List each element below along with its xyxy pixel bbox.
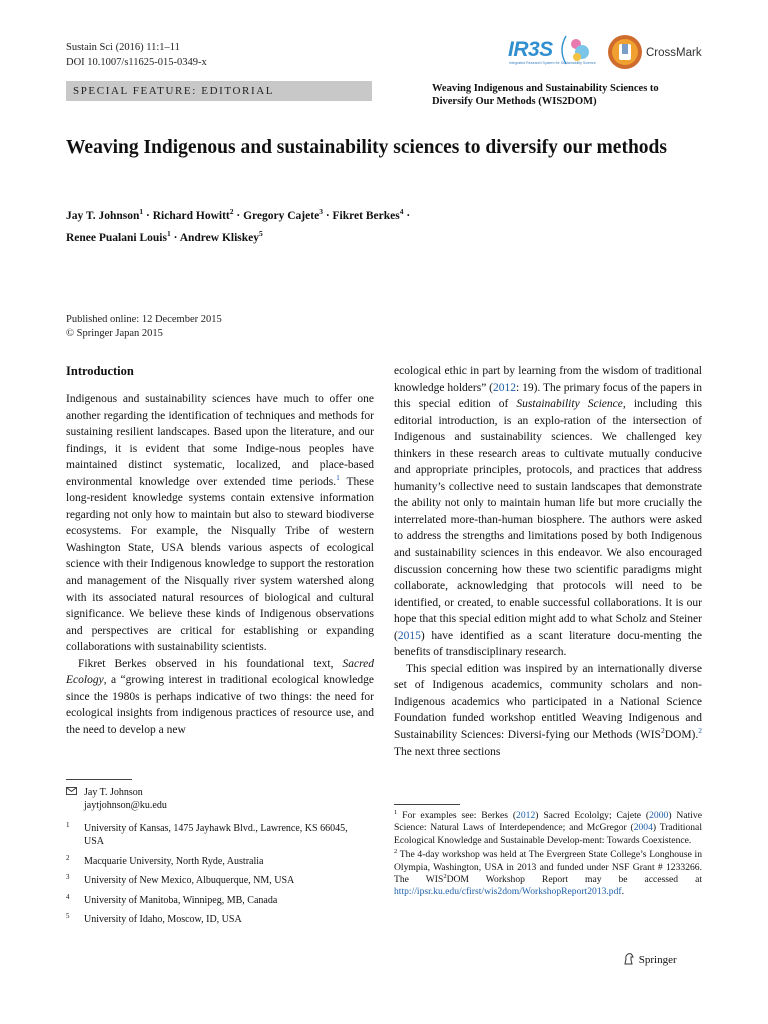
author-line-2 [66, 225, 686, 247]
affiliation [66, 874, 366, 887]
body-text: The next three sections [394, 745, 501, 758]
body-paragraph [394, 661, 702, 760]
header-logos [506, 30, 706, 78]
affiliation [66, 913, 366, 926]
crossmark-ribbon-icon [622, 44, 628, 54]
author-separator: · [325, 209, 330, 222]
body-text: : 19). The primary focus of the papers in this special edition of [394, 381, 702, 411]
ir3s-logo-text: IR3S [508, 38, 553, 61]
body-text: Fikret Berkes observed in his foundational text, [78, 657, 343, 670]
springer-horse-icon [622, 952, 636, 966]
section-heading: Introduction [66, 364, 134, 378]
author-separator: · [236, 209, 241, 222]
author-name[interactable]: Andrew Kliskey [179, 231, 260, 244]
book-title: Sacred Ecology [66, 657, 374, 687]
affiliation-text: University of Idaho, Moscow, ID, USA [84, 914, 242, 925]
citation-link[interactable]: 2012 [516, 810, 536, 821]
body-column-right [394, 363, 702, 760]
body-text: This special edition was inspired by an internationally diverse set of Indigenous academics, community scholars and non-Indigenous academics who participated in a National Science Foundation funded workshop entitled Weaving Indigenous and Sustainability Sciences: Diversi-fying our Methods (WIS [394, 662, 702, 742]
affiliation-text: University of New Mexico, Albuquerque, NM, USA [84, 875, 295, 886]
affiliation-number: 3 [66, 873, 70, 881]
affiliation [66, 855, 366, 868]
publisher-name: Springer [638, 954, 677, 966]
crossmark-text: CrossMark [646, 47, 702, 59]
footnote-text: ) Traditional Ecological Knowledge and Sustainable Develop-ment: Towards Coexistence. [394, 822, 702, 846]
affiliation-text: Macquarie University, North Ryde, Australia [84, 855, 264, 867]
copyright: © Springer Japan 2015 [66, 328, 163, 339]
affiliation-number: 5 [66, 912, 70, 920]
author-separator: · [146, 209, 150, 222]
footnote-text: The 4-day workshop was held at The Evergreen State College’s Longhouse in Olympia, Washington, USA in 2013 and funded under NSF Grant # 1233266. The WIS [394, 849, 702, 886]
citation-link[interactable]: 2012 [493, 381, 516, 394]
published-date: Published online: 12 December 2015 [66, 314, 222, 325]
affiliation-number: 1 [66, 821, 70, 829]
footnote-divider [394, 804, 460, 805]
body-text: , a “growing interest in traditional ecological knowledge since the 1980s is perhaps indicative of two things: the need for ecological insights from indigenous practices of resource use, and the need to develop a new [66, 674, 374, 736]
special-feature-title [432, 83, 707, 108]
body-text: Indigenous and sustainability sciences have much to offer one another regarding the identification of techniques and methods for sustaining resilient landscapes. Based upon the literature, and our findings, it is evident that some Indige-nous peoples have maintained distinct systematic, localized, and place-based environmental knowledge over extended time periods. [66, 393, 374, 488]
body-text: , including this editorial introduction, is an explo-ration of the intersection of Indigenous and sustainability sciences. We challenged key thinkers in these research areas to cultivate mutually conducive and appropriate principles, protocols, and practices that address humanity’s collective need to sustain landscapes that demonstrate the ability not only to maintain human life but more crucially the interrelated more-than-human biosphere. The authors were asked to address the strengths and limitations posed by both Indigenous and sustainability sciences in this endeavor. We also encouraged discussion concerning how these two scientific paradigms might collaborate, acknowledging that protocols will need to be identified, or created, to enable successful collaborations. It is our hope that this special edition might add to what Scholz and Steiner ( [394, 398, 702, 642]
body-paragraph [66, 391, 374, 656]
corresponding-author [66, 786, 366, 812]
body-paragraph [66, 656, 374, 739]
body-text: ecological ethic in part by learning from the wisdom of traditional knowledge holders” ( [394, 365, 702, 394]
author-affiliation-mark: 2 [229, 207, 234, 216]
affiliation [66, 894, 366, 907]
ir3s-logo-dot-yellow [573, 53, 581, 61]
publication-info [66, 313, 222, 341]
author-name[interactable]: Jay T. Johnson [66, 209, 140, 222]
superscript: 2 [443, 872, 447, 880]
affiliation-text: University of Kansas, 1475 Jayhawk Blvd., Lawrence, KS 66045, USA [84, 823, 348, 847]
author-affiliation-mark: 4 [399, 207, 404, 216]
footnote [394, 849, 702, 899]
footnote-text: For examples see: Berkes ( [397, 810, 517, 821]
journal-name: Sustainability Science [516, 398, 623, 411]
body-text: ) have identified as a scant literature docu-menting the benefits of transdisciplinary research. [394, 629, 702, 659]
footnote [394, 810, 702, 847]
footnote-text: ) Native Science: Natural Laws of Interdependence; and McGregor ( [394, 810, 702, 834]
author-affiliation-mark: 5 [259, 228, 263, 238]
article-title: Weaving Indigenous and sustainability sciences to diversify our methods [66, 137, 667, 158]
author-name[interactable]: Richard Howitt [152, 209, 230, 222]
footnote-text: . [621, 886, 625, 898]
author-list [66, 203, 686, 247]
citation-link[interactable]: 2000 [649, 810, 669, 821]
article-type-banner: SPECIAL FEATURE: EDITORIAL [66, 81, 372, 101]
author-separator: · [173, 231, 178, 244]
envelope-icon [66, 786, 84, 799]
citation-link[interactable]: 2004 [633, 822, 653, 834]
ir3s-logo-arc [562, 36, 566, 64]
journal-citation: Sustain Sci (2016) 11:1–11 [66, 42, 180, 53]
body-paragraph [394, 363, 702, 661]
author-line-1 [66, 203, 686, 225]
author-affiliation-mark: 1 [139, 207, 144, 216]
workshop-report-link[interactable]: http://ipsr.ku.edu/cfirst/wis2dom/WorkshopReport2013.pdf [394, 886, 622, 898]
affiliation-number: 4 [66, 892, 70, 901]
superscript: 2 [660, 726, 665, 736]
special-feature-title-line2: Diversify Our Methods (WIS2DOM) [432, 95, 597, 107]
special-feature-title-line1: Weaving Indigenous and Sustainability Sciences to [432, 83, 659, 94]
author-name[interactable]: Gregory Cajete [243, 209, 320, 222]
author-name[interactable]: Fikret Berkes [332, 209, 400, 222]
author-separator: · [406, 209, 411, 222]
ir3s-logo-subtitle: Integrated Research System for Sustainability Science [509, 61, 596, 65]
doi[interactable]: DOI 10.1007/s11625-015-0349-x [66, 57, 207, 68]
publisher-logo [622, 952, 712, 968]
footnote-ref[interactable]: 2 [698, 726, 702, 736]
author-affiliation-mark: 1 [166, 228, 171, 238]
affiliation [66, 822, 366, 848]
contact-email[interactable]: jaytjohnson@ku.edu [84, 800, 167, 811]
author-affiliation-mark: 3 [319, 207, 323, 216]
crossmark-logo[interactable] [608, 35, 702, 69]
footnote-number: 2 [394, 848, 398, 856]
body-text: DOM). [664, 729, 699, 742]
ir3s-logo[interactable] [508, 36, 596, 65]
footnote-divider [66, 779, 132, 780]
footnote-ref[interactable]: 1 [336, 472, 340, 482]
author-name[interactable]: Renee Pualani Louis [66, 231, 167, 244]
footnotes [394, 810, 702, 901]
footnote-text: DOM Workshop Report may be accessed at [446, 874, 702, 886]
body-text: These long-resident knowledge systems contain extensive information regarding not only how to maintain but also to steward biodiverse ecosystems. For example, the Nisqually Tribe of western Washington State, USA blends various aspects of ecological science with their Indigenous knowledge to support the restoration and management of the Nisqually river system watershed along with its associated natural resources of biological and cultural significance. We believe these kinds of Indigenous observations and perspectives are critical for establishing or expanding collaborations with sustainability scientists. [66, 475, 374, 654]
affiliation-number: 2 [66, 853, 70, 862]
affiliation-list [66, 822, 366, 933]
footnote-text: ) Sacred Ecololgy; Cajete ( [535, 810, 650, 821]
contact-name: Jay T. Johnson [84, 787, 143, 798]
body-column-left [66, 363, 374, 738]
affiliation-text: University of Manitoba, Winnipeg, MB, Canada [84, 894, 278, 906]
footnote-number: 1 [394, 808, 398, 816]
citation-link[interactable]: 2015 [397, 629, 421, 642]
